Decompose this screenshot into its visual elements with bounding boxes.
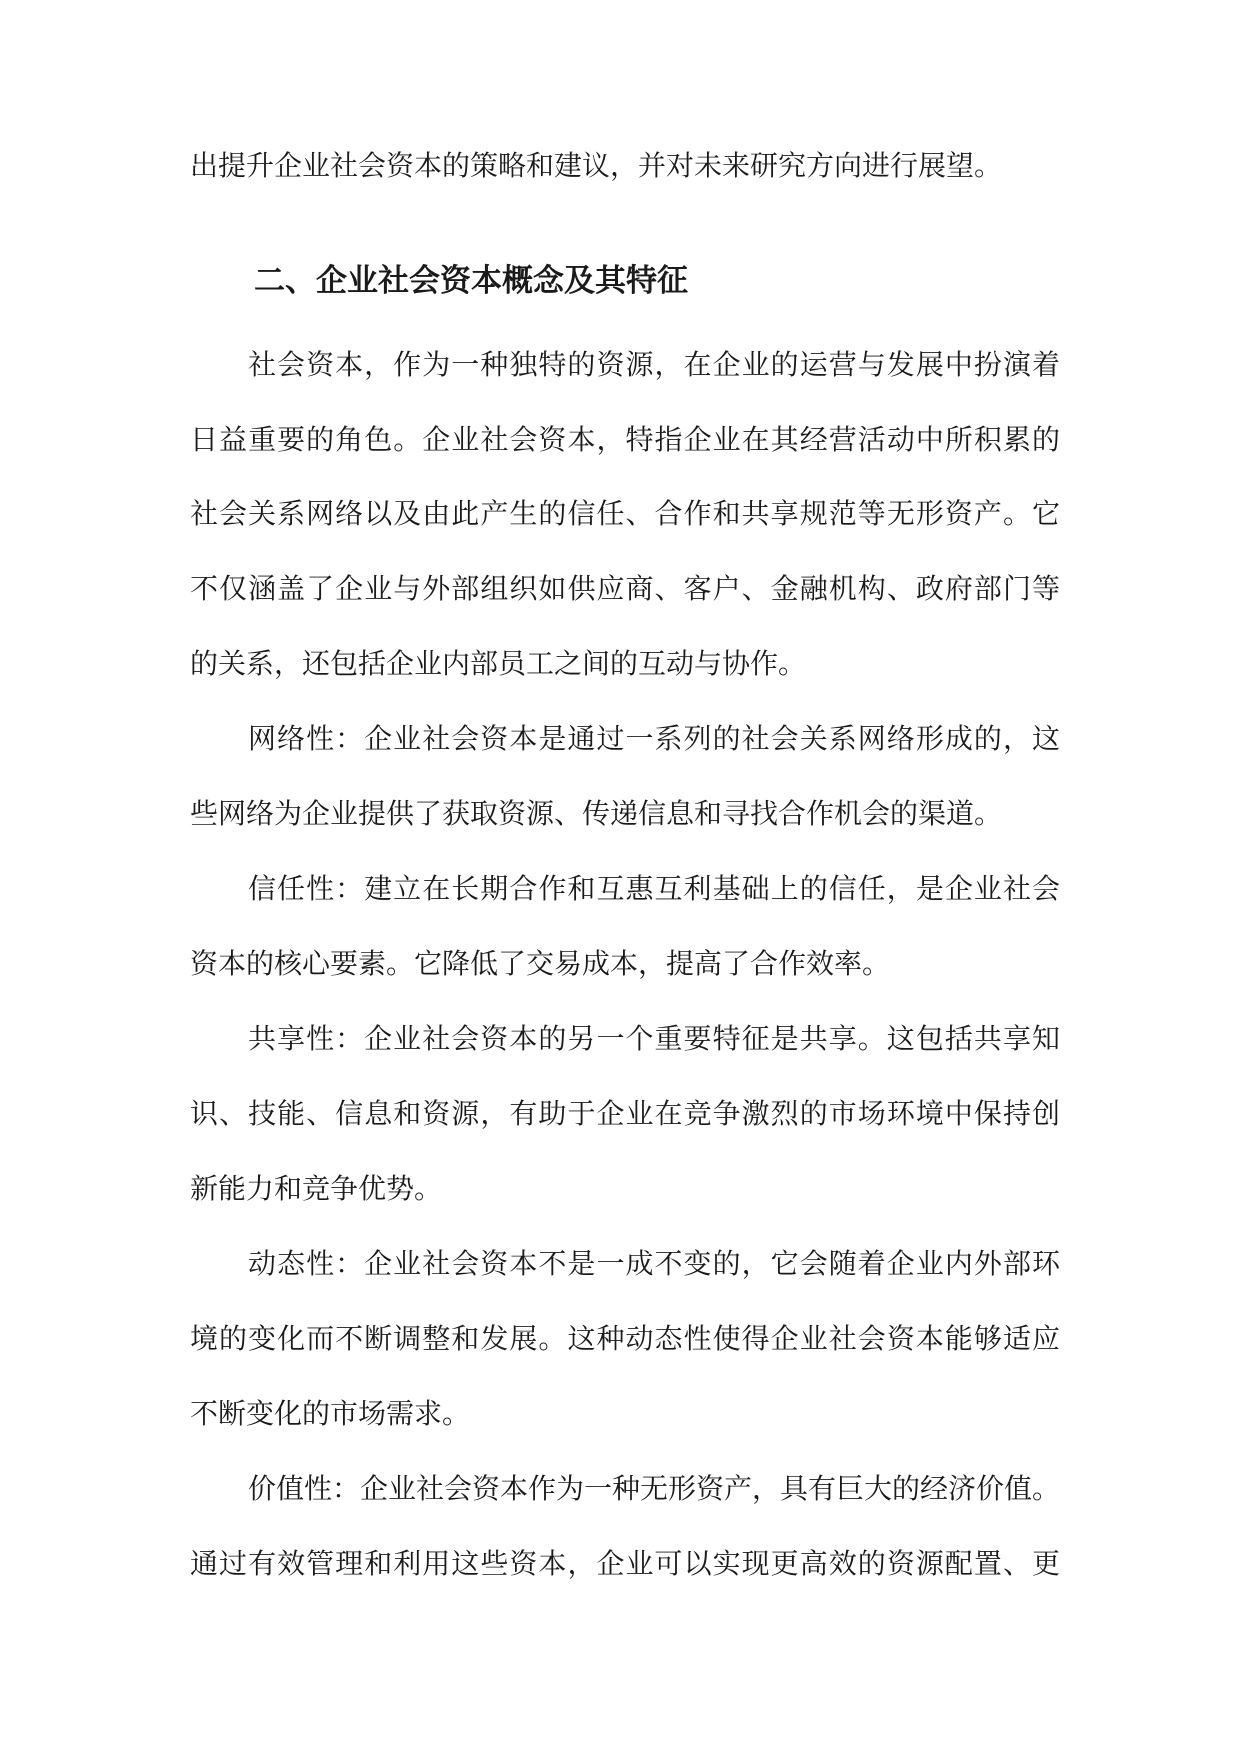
- paragraph-line: 不仅涵盖了企业与外部组织如供应商、客户、金融机构、政府部门等: [190, 572, 1060, 605]
- paragraph-line: 不断变化的市场需求。: [190, 1397, 471, 1430]
- paragraph-line: 社会关系网络以及由此产生的信任、合作和共享规范等无形资产。它: [190, 497, 1060, 530]
- paragraph-line: 的关系，还包括企业内部员工之间的互动与协作。: [190, 647, 807, 680]
- paragraph-line: 动态性：企业社会资本不是一成不变的，它会随着企业内外部环: [248, 1247, 1060, 1280]
- paragraph-line: 新能力和竞争优势。: [190, 1172, 443, 1205]
- paragraph-line: 共享性：企业社会资本的另一个重要特征是共享。这包括共享知: [248, 1022, 1060, 1055]
- paragraph-line: 资本的核心要素。它降低了交易成本，提高了合作效率。: [190, 947, 891, 980]
- intro-line: 出提升企业社会资本的策略和建议，并对未来研究方向进行展望。: [190, 149, 1003, 182]
- paragraph-line: 通过有效管理和利用这些资本，企业可以实现更高效的资源配置、更: [190, 1547, 1060, 1580]
- paragraph-line: 日益重要的角色。企业社会资本，特指企业在其经营活动中所积累的: [190, 423, 1060, 456]
- paragraph-line: 识、技能、信息和资源，有助于企业在竞争激烈的市场环境中保持创: [190, 1097, 1060, 1130]
- paragraph-line: 些网络为企业提供了获取资源、传递信息和寻找合作机会的渠道。: [190, 797, 1003, 830]
- paragraph-line: 境的变化而不断调整和发展。这种动态性使得企业社会资本能够适应: [190, 1322, 1060, 1355]
- paragraph-line: 社会资本，作为一种独特的资源，在企业的运营与发展中扮演着: [248, 348, 1060, 381]
- paragraph-line: 信任性：建立在长期合作和互惠互利基础上的信任，是企业社会: [248, 872, 1060, 905]
- section-heading: 二、企业社会资本概念及其特征: [254, 263, 688, 299]
- paragraph-line: 价值性：企业社会资本作为一种无形资产，具有巨大的经济价值。: [248, 1472, 1061, 1505]
- paragraph-line: 网络性：企业社会资本是通过一系列的社会关系网络形成的，这: [248, 722, 1060, 755]
